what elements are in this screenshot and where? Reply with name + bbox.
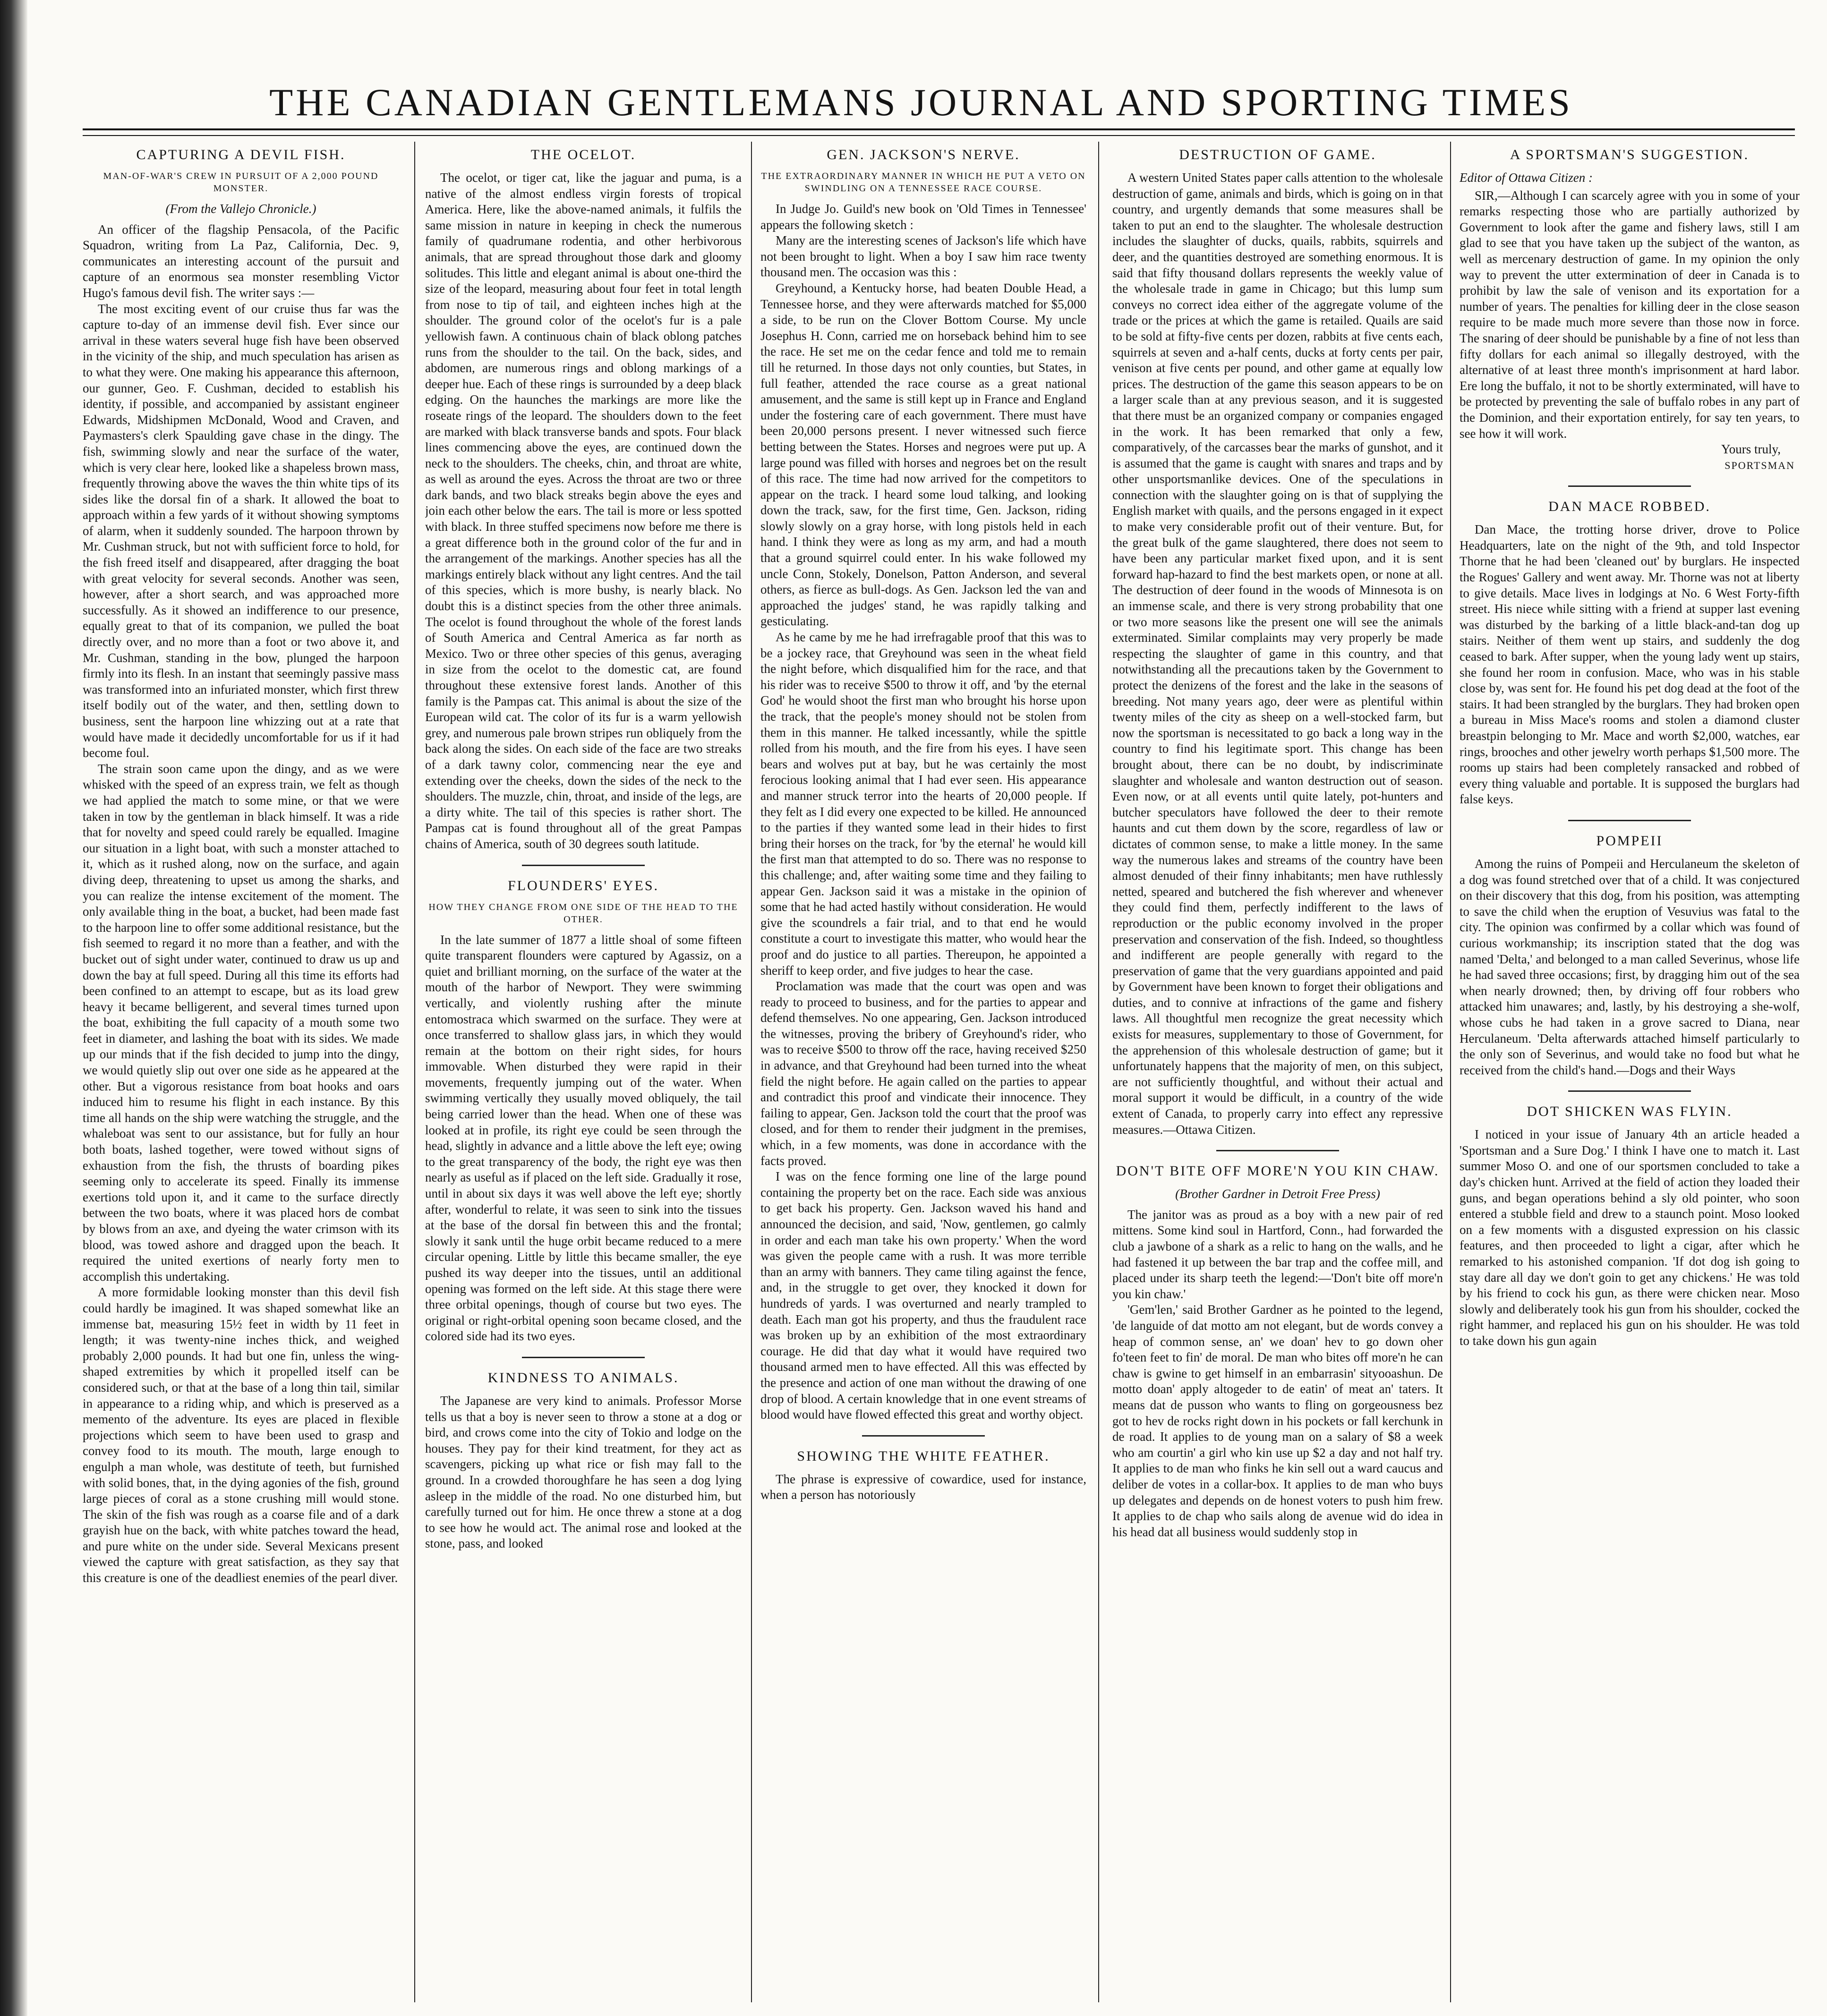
letter-closing: Yours truly, — [1721, 442, 1781, 457]
paragraph: The Japanese are very kind to animals. Professor Morse tells us that a boy is never seen to throw a stone at a dog or bird, and crows come into the city of Tokio and lodge on the houses. They pay for their kind treatment, for they act as scavengers, picking up what rice or fish may fall to the ground. In a crowded thoroughfare he has seen a dog lying asleep in the middle of the road. No one disturbed him, but carefully turned out for him. He once threw a stone at a dog to see how he would act. The animal rose and looked at the stone, pass, and looked — [425, 1393, 742, 1551]
article-separator — [1216, 1150, 1339, 1151]
paragraph: The janitor was as proud as a boy with a new pair of red mittens. Some kind soul in Hartford, Conn., had forwarded the club a jawbone of a shark as a relic to hang on the walls, and he had fastened it up between the bar trap and the coffee mill, and placed under its sharp teeth the legend:—'Don't bite off more'n you kin chaw.' — [1112, 1207, 1443, 1301]
article-title-white-feather: SHOWING THE WHITE FEATHER. — [797, 1448, 1050, 1464]
masthead-rule — [83, 128, 1795, 136]
paragraph: Many are the interesting scenes of Jackson's life which have not been brought to light. When a boy I saw him race twenty thousand men. The occasion was this : — [760, 233, 1086, 280]
article-separator — [1568, 1090, 1691, 1092]
article-title-ocelot: THE OCELOT. — [530, 147, 636, 162]
paragraph: As he came by me he had irrefragable proof that this was to be a jockey race, that Greyhound was seen in the wheat field the night before, which disqualified him for the race, and that his rider was to receive $500 to throw it off, and 'by the eternal God' he would shoot the first man who brought his horse upon the track, that the people's money should not be stolen from them in this manner. He talked incessantly, while the spittle rolled from his mouth, and the fire from his eyes. I have seen bears and wolves put at bay, but he was certainly the most ferocious looking animal that I had ever seen. His appearance and manner struck terror into the hearts of 20,000 people. If they felt as I did every one expected to be killed. He announced to the parties if they wanted some lead in their hides to first bring their horses on the track, for 'by the eternal' he would kill the first man that attempted to do so. There was no response to this challenge; and, after waiting some time and they failing to appear Gen. Jackson said it was a mistake in the opinion of some that he had acted hastily without consideration. He would give the scoundrels a fair trial, and to that end he would constitute a court to investigate this matter, who would hear the proof and do justice to all parties. Thereupon, he appointed a sheriff to keep order, and five judges to hear the case. — [760, 630, 1086, 978]
column-3 — [760, 142, 1086, 2002]
column-rule — [414, 142, 415, 2002]
article-title-shicken: DOT SHICKEN WAS FLYIN. — [1527, 1104, 1733, 1120]
article-source: (Brother Gardner in Detroit Free Press) — [1175, 1187, 1380, 1201]
article-title-chaw: DON'T BITE OFF MORE'N YOU KIN CHAW. — [1116, 1163, 1440, 1179]
paragraph: Dan Mace, the trotting horse driver, drove to Police Headquarters, late on the night of the 9th, and told Inspector Thorne that he had been 'cleaned out' by burglars. He inspected the Rogues' Gallery and went away. Mr. Thorne was not at liberty to give details. Mace lives in lodgings at No. 6 West Forty-fifth street. His niece while sitting with a friend at supper last evening was disturbed by the barking of a little black-and-tan dog up stairs. Neither of them went up stairs, and suddenly the dog ceased to bark. After supper, when the young lady went up stairs, she found her room in confusion. Mace, who was in his stable close by, was sent for. He found his pet dog dead at the foot of the stairs. It had been strangled by the burglars. They had broken open a bureau in Miss Mace's rooms and stolen a diamond cluster breastpin belonging to Mr. Mace and worth $2,000, watches, ear rings, brooches and other jewelry worth perhaps $1,500 more. The rooms up stairs had been completely ransacked and robbed of every thing valuable and portable. It is supposed the burglars had false keys. — [1460, 522, 1800, 807]
article-subtitle-flounders: HOW THEY CHANGE FROM ONE SIDE OF THE HEAD TO THE OTHER. — [428, 902, 738, 925]
column-2 — [425, 142, 742, 2002]
paragraph: Proclamation was made that the court was open and was ready to proceed to business, and for the parties to appear and defend themselves. No one appearing, Gen. Jackson introduced the witnesses, proving the bribery of Greyhound's rider, who was to receive $500 to throw off the race, having received $250 in advance, and that Greyhound had been turned into the wheat field the night before. He again called on the parties to appear and contradict this proof and vindicate their innocence. They failing to appear, Gen. Jackson told the court that the proof was closed, and for them to render their judgment in the premises, which, in a few moments, was done in accordance with the facts proved. — [760, 979, 1086, 1168]
paragraph: Greyhound, a Kentucky horse, had beaten Double Head, a Tennessee horse, and they were afterwards matched for $5,000 a side, to be run on the Clover Bottom Course. My uncle Josephus H. Conn, carried me on horseback behind him to see the race. He set me on the cedar fence and told me to remain till he returned. In those days not only counties, but States, in full feather, attended the race course as a great national amusement, and the same is still kept up in France and England under the fostering care of each government. There must have been 20,000 persons present. I never witnessed such fierce betting between the States. Horses and negroes were put up. A large pound was filled with horses and negroes bet on the result of this race. The time had now arrived for the competitors to appear on the track. I heard some loud talking, and looking down the track, saw, for the first time, Gen. Jackson, riding slowly slowly on a gray horse, with long pistols held in each hand. I think they were as long as my arm, and had a mouth that a ground squirrel could enter. In his wake followed my uncle Conn, Stokely, Donelson, Patton Anderson, and several others, as fierce as bull-dogs. As Gen. Jackson led the van and approached the judges' stand, he was rapidly talking and gesticulating. — [760, 281, 1086, 629]
paragraph: 'Gem'len,' said Brother Gardner as he pointed to the legend, 'de languide of dat motto am not elegant, but de words convey a heap of common sense, an' we doan' hev to go down oher fo'teen feet to fin' de moral. De man who bites off more'n he can chaw is gwine to get himself in an embarrasin' sityooashun. De motto doan' apply altogeder to de eatin' of meat an' taters. It means dat de pusson who wants to fling on gorgeousness bez got to hev de rocks right down in his pockets or fall kerchunk in de road. It applies to de young man on a salary of $8 a week who am courtin' a girl who kin use up $2 a day and not half try. It applies to de man who finks he kin sell out a ward caucus and deliber de votes in a collar-box. It applies to de man who buys up delegates and depends on de honest voters to push him frew. It applies to de chap who sails along de avenue wid do idea in his head dat all business would suddenly stop in — [1112, 1302, 1443, 1539]
column-rule — [751, 142, 752, 2002]
paragraph: The ocelot, or tiger cat, like the jaguar and puma, is a native of the almost endless virgin forests of tropical America. Here, like the above-named animals, it fulfils the same mission in nature in keeping in check the numerous family of quadrumane rodentia, and other herbivorous animals, that are spread throughout those dark and gloomy solitudes. This little and elegant animal is about one-third the size of the leopard, measuring about four feet in total length from nose to tip of tail, and eighteen inches high at the shoulder. The ground color of the ocelot's fur is a pale yellowish fawn. A continuous chain of black oblong patches runs from the shoulder to the tail. On the back, sides, and abdomen, are numerous rings and oblong markings of a deeper hue. Each of these rings is surrounded by a deep black edging. On the haunches the markings are more like the roseate rings of the leopard. The shoulders down to the feet are marked with black transverse bands and spots. Four black lines commencing above the eyes, are continued down the neck to the shoulders. The cheeks, chin, and throat are white, as well as around the eyes. Across the throat are two or three dark bands, and two black streaks begin above the eyes and join each other below the ears. The tail is more or less spotted with black. In three stuffed specimens now before me there is a great difference both in the ground color of the fur and in the arrangement of the markings. Another species has all the markings entirely black without any light centres. And the tail of this species, which is more bushy, is nearly black. No doubt this is a distinct species from the other three animals. The ocelot is found throughout the whole of the forest lands of South America and Central America as far north as Mexico. Two or three other species of this genus, averaging in size from the ocelot to the domestic cat, are found throughout these extensive forest lands. Another of this family is the Pampas cat. This animal is about the size of the European wild cat. The color of its fur is a warm yellowish grey, and numerous pale brown stripes run obliquely from the back along the sides. On each side of the face are two streaks of a dark tawny color, commencing near the eye and extending over the cheeks, down the sides of the neck to the shoulders. The muzzle, chin, throat, and inside of the legs, are a dirty white. The tail of this species is rather short. The Pampas cat is found throughout all of the great Pampas chains of America, south of 30 degrees south latitude. — [425, 170, 742, 851]
paragraph: In Judge Jo. Guild's new book on 'Old Times in Tennessee' appears the following sketch : — [760, 202, 1086, 232]
article-separator — [522, 1357, 645, 1358]
column-rule — [1450, 142, 1451, 2002]
paragraph: A more formidable looking monster than this devil fish could hardly be imagined. It was shaped somewhat like an immense bat, measuring 15½ feet in width by 11 feet in length; it was twenty-nine inches thick, and weighed probably 2,000 pounds. It had but one fin, unless the wing-shaped extremities by which it propelled itself can be considered such, or that at the base of a long thin tail, similar in appearance to a riding whip, and which is preserved as a memento of the adventure. Its eyes are placed in flexible projections which seem to have been used to grasp and convey food to its mouth. The mouth, large enough to engulph a man whole, was destitute of teeth, but furnished with solid bones, that, in the dying agonies of the fish, ground large pieces of coral as a stone crushing mill would stone. The skin of the fish was rough as a coarse file and of a dark grayish hue on the back, with white patches toward the head, and pure white on the under side. Several Mexicans present viewed the capture with great satisfaction, as they say that this creature is one of the deadliest enemies of the pearl diver. — [83, 1285, 399, 1585]
article-separator — [522, 865, 645, 866]
letter-signature: SPORTSMAN — [1725, 459, 1795, 471]
paragraph: SIR,—Although I can scarcely agree with you in some of your remarks respecting those who are partially authorized by Government to look after the game and fishery laws, still I am glad to see that you have taken up the subject of the wanton, as well as mercenary destruction of game. In my opinion the only way to prevent the utter extermination of deer in Canada is to prohibit by law the sale of venison and its exportation for a number of years. The penalties for killing deer in the close season require to be made much more severe than those now in force. The snaring of deer should be punishable by a fine of not less than fifty dollars for each animal so illegally destroyed, with the alternative of at least three month's imprisonment at hard labor. Ere long the buffalo, it not to be shortly exterminated, will have to be protected by preventing the sale of buffalo robes in any part of the Dominion, and their exportation entirely, for say ten years, to see how it will work. — [1460, 188, 1800, 441]
binding-shadow — [0, 0, 27, 2016]
article-title-kindness: KINDNESS TO ANIMALS. — [487, 1370, 679, 1386]
article-source: (From the Vallejo Chronicle.) — [165, 202, 316, 216]
paragraph: The phrase is expressive of cowardice, used for instance, when a person has notoriously — [760, 1472, 1086, 1502]
paragraph: A western United States paper calls attention to the wholesale destruction of game, animals and birds, which is going on in that country, and urgently demands that some measures shall be taken to put an end to the slaughter. The wholesale destruction includes the slaughter of ducks, quails, rabbits, squirrels and deer, and the quantities destroyed are something enormous. It is said that fifty thousand dollars represents the weekly value of the wholesale trade in game in Chicago; but this lump sum conveys no correct idea either of the aggregate volume of the trade or the prices at which the game is retailed. Quails are said to be sold at fifty-five cents per dozen, rabbits at five cents each, squirrels at seven and a-half cents, ducks at forty cents per pair, venison at five cents per pound, and other game at equally low prices. The destruction of the game this season appears to be on a larger scale than at any previous season, and it is suggested that there must be an organized company or companies engaged in the work. It has been remarked that only a few, comparatively, of the carcasses bear the marks of gunshot, and it is assumed that the game is caught with snares and traps and by other unsportsmanlike devices. One of the speculations in connection with the slaughter going on is that of supplying the English market with quails, and the persons engaged in it expect to make very considerable profit out of their venture. But, for the great bulk of the game slaughtered, there does not seem to have been any particular market fixed upon, and it is sent forward hap-hazard to find the best markets open, or none at all. The destruction of deer found in the woods of Minnesota is on an immense scale, and there is very strong probability that one or two more seasons like the present one will see the animals exterminated. Similar complaints may very properly be made respecting the slaughter of game in this country, and that notwithstanding all the precautions taken by the Government to protect the denizens of the forest and the lake in the seasons of breeding. Not many years ago, deer were as plentiful within twenty miles of the city as sheep on a well-stocked farm, but now the sportsman is necessitated to go back a long way in the country to find his legitimate sport. This change has been brought about, there can be no doubt, by indiscriminate slaughter and wholesale and wanton destruction out of season. Even now, or at all events until quite lately, pot-hunters and butcher speculators have followed the deer to their remote haunts and cut them down by the score, regardless of law or dictates of common sense, to make a little money. In the same way the numerous lakes and streams of the country have been almost denuded of their finny inhabitants; men have ruthlessly netted, speared and butchered the fish wherever and whenever they could find them, perfectly indifferent to the laws of reproduction or the public economy involved in the proper preservation and conservation of the fish. Indeed, so thoughtless and indifferent are people generally with regard to the preservation of game that the very guardians appointed and paid by Government have been known to forget their obligations and duties, and to connive at infractions of the game and fishery laws. All thoughtful men recognize the great necessity which exists for measures, supplementary to those of Government, for the apprehension of this wholesale destruction of game; but it unfortunately happens that the majority of men, on this subject, are not sufficiently thoughtful, and without their actual and moral support it would be difficult, in a country of the wide extent of Canada, to properly carry into effect any repressive measures.—Ottawa Citizen. — [1112, 170, 1443, 1137]
article-subtitle-jackson: THE EXTRAORDINARY MANNER IN WHICH HE PUT A VETO ON SWINDLING ON A TENNESSEE RACE COURSE. — [761, 171, 1086, 194]
paragraph: I noticed in your issue of January 4th an article headed a 'Sportsman and a Sure Dog.' I think I have one to match it. Last summer Moso O. and one of our sportsmen concluded to take a day's chicken hunt. Arrived at the field of action they loaded their guns, and began operations behind a sly old pointer, who soon entered a stubble field and drew to a staunch point. Moso looked on a few moments with a disgusted expression on his classic features, and then proceeded to light a cigar, after which he remarked to his astonished companion. 'If dot dog ish going to stay dare all day we don't goin to get any chickens.' He was told by his friend to cock his gun, as there were chicken near. Moso slowly and deliberately took his gun from his shoulder, cocked the right hammer, and replaced his gun on his shoulder. He was told to take down his gun again — [1460, 1127, 1800, 1348]
article-title-flounders: FLOUNDERS' EYES. — [507, 877, 659, 893]
paragraph: I was on the fence forming one line of the large pound containing the property bet on the race. Each side was anxious to get back his property. Gen. Jackson waved his hand and announced the decision, and said, 'Now, gentlemen, go calmly in order and each man take his own property.' When the word was given the people came with a rush. It was more terrible than an army with banners. They came tiling against the fence, and, in the struggle to get over, they knocked it down for hundreds of yards. I was overturned and nearly trampled to death. Each man got his property, and thus the fraudulent race was broken up by an exhibition of the most extraordinary courage. He did that day what it would have required two thousand armed men to have effected. All this was effected by the presence and action of one man without the drawing of one drop of blood. A certain knowledge that in one event streams of blood would have flowed effected this great and worthy object. — [760, 1169, 1086, 1422]
article-title-pompeii: POMPEII — [1596, 833, 1663, 849]
article-subtitle-devil-fish: MAN-OF-WAR'S CREW IN PURSUIT OF A 2,000 POUND MONSTER. — [103, 171, 379, 194]
article-title-suggestion: A SPORTSMAN'S SUGGESTION. — [1510, 147, 1750, 162]
paragraph: The most exciting event of our cruise thus far was the capture to-day of an immense devil fish. Ever since our arrival in these waters several huge fish have been observed in the vicinity of the ship, and much speculation has arisen as to what they were. One making his appearance this afternoon, our gunner, Geo. F. Cushman, decided to establish his identity, if possible, and accompanied by assistant engineer Edwards, Midshipmen McDonald, Wood and Craven, and Paymasters's clerk Spaulding gave chase in the dingy. The fish, swimming slowly and near the surface of the water, which is very clear here, looked like a shapeless brown mass, frequently throwing above the waves the thin white tips of its sides like the dorsal fin of a shark. It allowed the boat to approach within a few yards of it without showing symptoms of alarm, when it suddenly sounded. The harpoon thrown by Mr. Cushman struck, but not with sufficient force to hold, for the fish freed itself and disappeared, after dragging the boat with great velocity for several seconds. Another was seen, however, after a short search, and was approached more successfully. As it showed an indifference to our presence, equally great to that of its companion, we pulled the boat directly over, and no more than a foot or two above it, and Mr. Cushman, standing in the bow, plunged the harpoon firmly into its flesh. In an instant that seemingly passive mass was transformed into an infuriated monster, which first threw itself bodily out of the water, and then, settling down to business, sent the harpoon line whizzing out at a rate that would have made it decidedly uncomfortable for us if it had become foul. — [83, 301, 399, 760]
paragraph: The strain soon came upon the dingy, and as we were whisked with the speed of an express train, we felt as though we had applied the match to some mine, or that we were taken in tow by the gentleman in black himself. It was a ride that for novelty and speed could rarely be equalled. Imagine our situation in a light boat, with such a monster attached to it, which as it rushed along, now on the surface, and again diving deep, threatening to upset us among the sharks, and you can realize the intense excitement of the moment. The only available thing in the boat, a bucket, had been made fast to the harpoon line to offer some additional resistance, but the fish seemed to regard it no more than a feather, and with the bucket out of sight under water, continued to draw us up and down the bay at full speed. During all this time its efforts had been confined to an attempt to escape, but as its load grew heavy it became belligerent, and several times turned upon the boat, exhibiting the full capacity of a mouth some two feet in diameter, and lashing the boat with its sides. We made up our minds that if the fish decided to jump into the dingy, we would quietly slip out over one side as he appeared at the other. But a vigorous resistance from boat hooks and oars induced him to resume his flight in each instance. By this time all hands on the ship were watching the struggle, and the whaleboat was sent to our assistance, but for fully an hour both boats, lashed together, were towed without signs of exhaustion from the fish, the thrusts of boarding pikes seeming only to accelerate its speed. Finally its immense exertions told upon it, and it came to the surface directly between the two boats, where it was placed hors de combat by blows from an axe, and dyeing the water crimson with its blood, was towed ashore and dragged upon the beach. It required the united exertions of nearly forty men to accomplish this undertaking. — [83, 761, 399, 1284]
column-1 — [83, 142, 399, 2002]
paragraph: Among the ruins of Pompeii and Herculaneum the skeleton of a dog was found stretched over that of a child. It was conjectured on their discovery that this dog, from his position, was attempting to save the child when the eruption of Vesuvius was fatal to the city. The opinion was confirmed by a collar which was found of curious workmanship; its inscription stated that the dog was named 'Delta,' and belonged to a man called Severinus, whose life he had saved three occasions; first, by dragging him out of the sea when nearly drowned; then, by driving off four robbers who attacked him unawares; and, lastly, by his destroying a she-wolf, whose cubs he had taken in a grove sacred to Diana, near Herculaneum. 'Delta afterwards attached himself particularly to the only son of Severinus, and would take no food but what he received from the child's hand.—Dogs and their Ways — [1460, 856, 1800, 1077]
article-separator — [1568, 485, 1691, 487]
column-5 — [1460, 142, 1800, 2002]
article-separator — [862, 1435, 985, 1437]
article-title-game: DESTRUCTION OF GAME. — [1179, 147, 1376, 162]
paragraph: In the late summer of 1877 a little shoal of some fifteen quite transparent flounders were captured by Agassiz, on a quiet and brilliant morning, on the surface of the water at the mouth of the harbor of Newport. They were swimming vertically, and violently rushing after the minute entomostraca which swarmed on the surface. They were at once transferred to shallow glass jars, in which they would remain at the bottom on their right sides, for hours immovable. When disturbed they were rapid in their movements, frequently jumping out of the water. When swimming vertically they usually moved obliquely, the tail being carried lower than the head. When one of these was looked at in profile, its right eye could be seen through the head, slightly in advance and a little above the left eye; owing to the great transparency of the body, the right eye was then nearly as useful as if placed on the left side. Gradually it rose, until in about six days it was well above the left eye; shortly after, wonderful to relate, it was seen to sink into the tissues at the base of the dorsal fin between this and the frontal; slowly it sank until the huge orbit became reduced to a mere circular opening. Little by little this became smaller, the eye pushed its way deeper into the tissues, until an additional opening was formed on the left side. At this stage there were three orbital openings, though of course but two eyes. The original or right-orbital opening soon became closed, and the colored side had its two eyes. — [425, 932, 742, 1344]
article-title-jackson: GEN. JACKSON'S NERVE. — [827, 147, 1020, 162]
column-4 — [1112, 142, 1443, 2002]
editor-address: Editor of Ottawa Citizen : — [1460, 170, 1593, 185]
paragraph: An officer of the flagship Pensacola, of the Pacific Squadron, writing from La Paz, California, Dec. 9, communicates an interesting account of the pursuit and capture of an enormous sea monster resembling Victor Hugo's famous devil fish. The writer says :— — [83, 222, 399, 300]
column-rule — [1098, 142, 1099, 2002]
article-title-devil-fish: CAPTURING A DEVIL FISH. — [136, 147, 346, 162]
masthead: THE CANADIAN GENTLEMANS JOURNAL AND SPORTING TIMES — [269, 81, 1573, 124]
article-separator — [1568, 820, 1691, 821]
article-title-mace: DAN MACE ROBBED. — [1548, 499, 1711, 515]
